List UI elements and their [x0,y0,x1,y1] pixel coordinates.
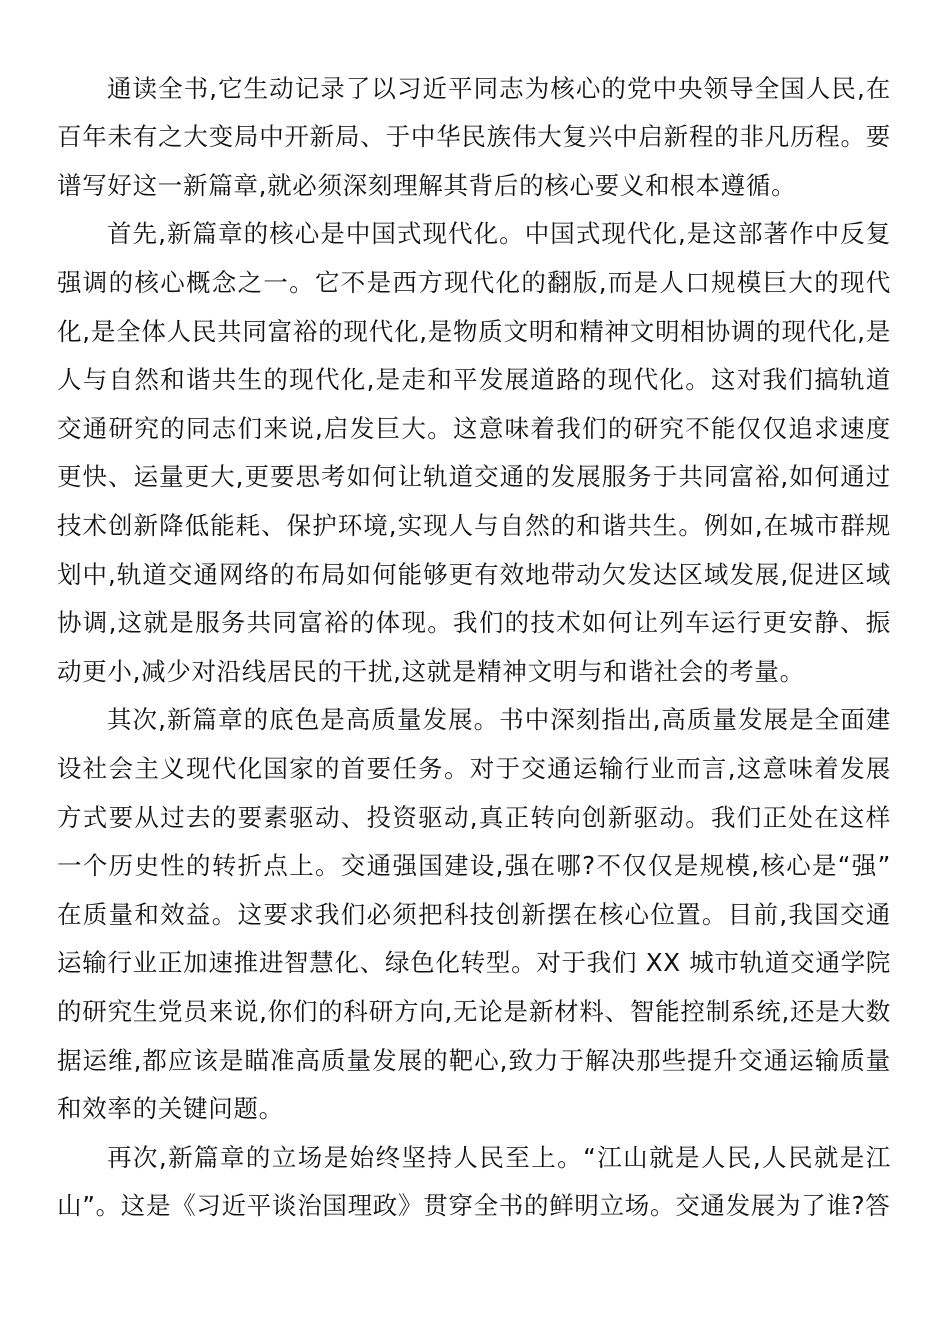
paragraph-people-first: 再次,新篇章的立场是始终坚持人民至上。“江山就是人民,人民就是江山”。这是《习近平谈治国理政》贯穿全书的鲜明立场。交通发展为了谁?答 [57,1142,891,1221]
paragraph-high-quality-development: 其次,新篇章的底色是高质量发展。书中深刻指出,高质量发展是全面建设社会主义现代化国家的首要任务。对于交通运输行业而言,这意味着发展方式要从过去的要素驱动、投资驱动,真正转向创新驱动。我们正处在这样一个历史性的转折点上。交通强国建设,强在哪?不仅仅是规模,核心是“强”在质量和效益。这要求我们必须把科技创新摆在核心位置。目前,我国交通运输行业正加速推进智慧化、绿色化转型。对于我们 XX 城市轨道交通学院的研究生党员来说,你们的科研方向,无论是新材料、智能控制系统,还是大数据运维,都应该是瞄准高质量发展的靶心,致力于解决那些提升交通运输质量和效率的关键问题。 [57,705,891,1124]
paragraph-overview: 通读全书,它生动记录了以习近平同志为核心的党中央领导全国人民,在百年未有之大变局中开新局、于中华民族伟大复兴中启新程的非凡历程。要谱写好这一新篇章,就必须深刻理解其背后的核心要义和根本遵循。 [57,73,891,200]
paragraph-modernization: 首先,新篇章的核心是中国式现代化。中国式现代化,是这部著作中反复强调的核心概念之一。它不是西方现代化的翻版,而是人口规模巨大的现代化,是全体人民共同富裕的现代化,是物质文明和精神文明相协调的现代化,是人与自然和谐共生的现代化,是走和平发展道路的现代化。这对我们搞轨道交通研究的同志们来说,启发巨大。这意味着我们的研究不能仅仅追求速度更快、运量更大,更要思考如何让轨道交通的发展服务于共同富裕,如何通过技术创新降低能耗、保护环境,实现人与自然的和谐共生。例如,在城市群规划中,轨道交通网络的布局如何能够更有效地带动欠发达区域发展,促进区域协调,这就是服务共同富裕的体现。我们的技术如何让列车运行更安静、振动更小,减少对沿线居民的干扰,这就是精神文明与和谐社会的考量。 [57,219,891,686]
document-page [57,65,891,1231]
